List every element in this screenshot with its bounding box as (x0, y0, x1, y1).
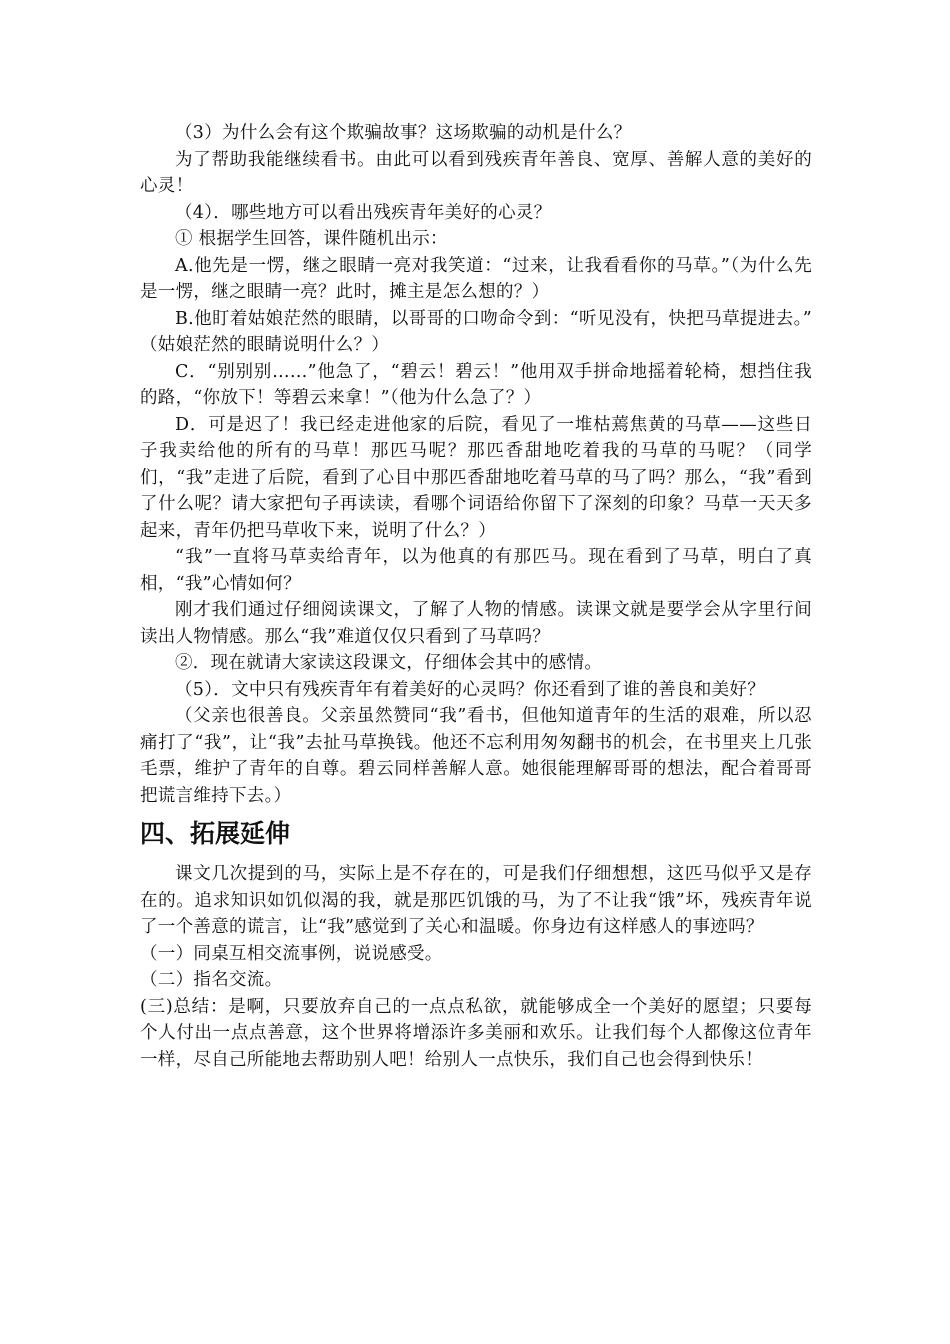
question-5: （5）．文中只有残疾青年有着美好的心灵吗？你还看到了谁的善良和美好？ (175, 679, 766, 700)
excerpt-c: C．“别别别……”他急了，“碧云！碧云！”他用双手拼命地摇着轮椅，想挡住我的路，“你放下！等碧云来拿！”（他为什么急了？） (140, 361, 812, 408)
answer-3: 为了帮助我能继续看书。由此可以看到残疾青年善良、宽厚、善解人意的美好的心灵！ (140, 149, 812, 196)
question-3: （3）为什么会有这个欺骗故事？这场欺骗的动机是什么？ (175, 123, 632, 143)
excerpt-a: A.他先是一愣，继之眼睛一亮对我笑道：“过来，让我看看你的马草。”（为什么先是一愣，继之眼睛一亮？此时，摊主是怎么想的？） (140, 255, 812, 302)
section-heading-extension: 四、拓展延伸 (140, 819, 291, 848)
document-body (140, 120, 812, 1073)
answer-5: （父亲也很善良。父亲虽然赞同“我”看书，但他知道青年的生活的艰难，所以忍痛打了“我”，让“我”去扯马草换钱。他还不忘利用匆匆翻书的机会，在书里夹上几张毛票，维护了青年的自尊。碧云同样善解人意。她很能理解哥哥的想法，配合着哥哥把谎言维持下去。） (140, 706, 812, 806)
paragraph-reading-method: 刚才我们通过仔细阅读课文，了解了人物的情感。读课文就是要学会从字里行间读出人物情感。那么“我”难道仅仅只看到了马草吗？ (140, 600, 812, 647)
question-4: （4）．哪些地方可以看出残疾青年美好的心灵？ (175, 202, 552, 223)
excerpt-b: B.他盯着姑娘茫然的眼睛，以哥哥的口吻命令到：“听见没有，快把马草提进去。” （姑娘茫然的眼睛说明什么？） (140, 308, 812, 355)
paragraph-me-feeling: “我”一直将马草卖给青年，以为他真的有那匹马。现在看到了马草，明白了真相，“我”心情如何？ (140, 547, 812, 594)
excerpt-d: D．可是迟了！我已经走进他家的后院，看见了一堆枯蔫焦黄的马草——这些日子我卖给他的所有的马草！那匹马呢？那匹香甜地吃着我的马草的马呢？（同学们，“我”走进了后院，看到了心目中那匹香甜地吃着马草的马了吗？那么，“我”看到了什么呢？请大家把句子再读读，看哪个词语给你留下了深刻的印象？马草一天天多起来，青年仍把马草收下来，说明了什么？） (140, 414, 812, 541)
step-1-prompt: ① 根据学生回答，课件随机出示： (175, 229, 448, 249)
extension-summary: (三)总结：是啊，只要放弃自己的一点点私欲，就能够成全一个美好的愿望；只要每个人付出一点点善意，这个世界将增添许多美丽和欢乐。让我们每个人都像这位青年一样，尽自己所能地去帮助别人吧！给别人一点快乐，我们自己也会得到快乐！ (140, 996, 812, 1070)
step-2-prompt: ②．现在就请大家读这段课文，仔细体会其中的感情。 (175, 653, 603, 673)
extension-step-2: （二）指名交流。 (140, 970, 283, 990)
extension-intro: 课文几次提到的马，实际上是不存在的，可是我们仔细想想，这匹马似乎又是存在的。追求知识如饥似渴的我，就是那匹饥饿的马，为了不让我“饿”坏，残疾青年说了一个善意的谎言，让“我”感觉到了关心和温暖。你身边有这样感人的事迹吗？ (140, 864, 812, 937)
extension-step-1: （一）同桌互相交流事例，说说感受。 (140, 943, 443, 964)
